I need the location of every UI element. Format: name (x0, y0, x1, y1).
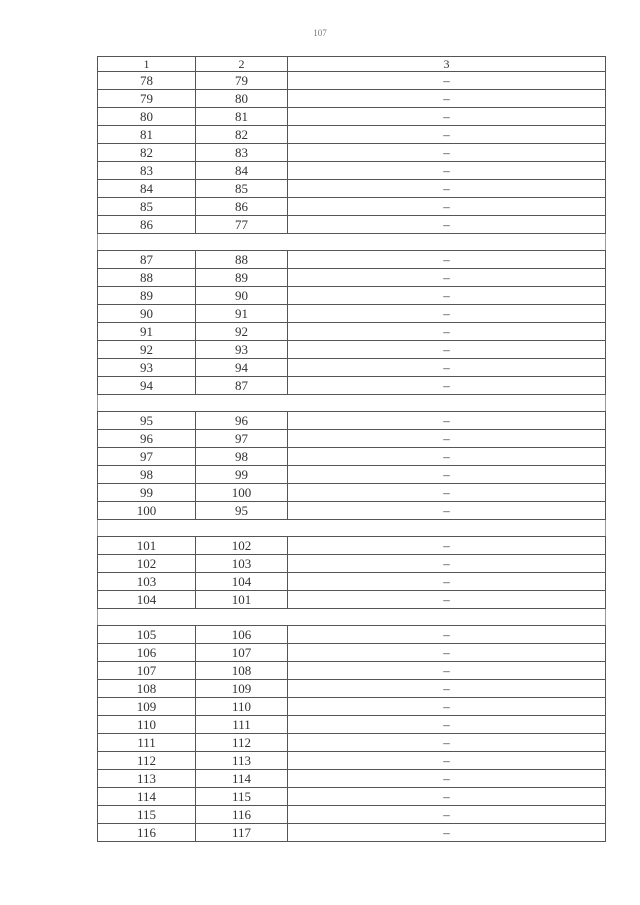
page-number: 107 (313, 28, 327, 38)
table-cell-col3: – (288, 126, 606, 144)
table-cell-col2: 111 (196, 716, 288, 734)
table-cell-col1: 96 (98, 430, 196, 448)
table-cell-col2: 93 (196, 341, 288, 359)
table-cell-col2: 94 (196, 359, 288, 377)
table-cell-col1: 88 (98, 269, 196, 287)
table-cell-col3: – (288, 716, 606, 734)
table-cell-col3: – (288, 305, 606, 323)
table-cell-col2: 103 (196, 555, 288, 573)
table-cell-col2: 99 (196, 466, 288, 484)
table-cell-col3: – (288, 269, 606, 287)
table-cell-col2: 116 (196, 806, 288, 824)
table-cell-col1: 107 (98, 662, 196, 680)
table-cell-col1: 89 (98, 287, 196, 305)
data-table (97, 56, 606, 842)
table-cell-col3: – (288, 502, 606, 520)
table-cell-col3: – (288, 662, 606, 680)
table-row (98, 537, 606, 555)
table-cell-col1: 98 (98, 466, 196, 484)
table-cell-col3: – (288, 430, 606, 448)
table-cell-col3: – (288, 698, 606, 716)
table-row (98, 806, 606, 824)
table-cell-col1: 92 (98, 341, 196, 359)
table-cell-col3: – (288, 108, 606, 126)
table-cell-col2: 117 (196, 824, 288, 842)
table-row (98, 305, 606, 323)
table-row (98, 251, 606, 269)
table-cell-col3: – (288, 770, 606, 788)
table-cell-col3: – (288, 377, 606, 395)
table-cell-col2: 100 (196, 484, 288, 502)
table-cell-col3: – (288, 824, 606, 842)
table-cell-col3: – (288, 162, 606, 180)
table-cell-col2: 87 (196, 377, 288, 395)
group-separator-cell (98, 395, 606, 412)
table-cell-col3: – (288, 626, 606, 644)
table-cell-col1: 100 (98, 502, 196, 520)
table-row (98, 698, 606, 716)
table-row (98, 734, 606, 752)
table-row (98, 484, 606, 502)
table-cell-col3: – (288, 537, 606, 555)
table-row (98, 466, 606, 484)
table-cell-col3: – (288, 555, 606, 573)
table-cell-col3: – (288, 180, 606, 198)
table-cell-col1: 97 (98, 448, 196, 466)
table-cell-col1: 94 (98, 377, 196, 395)
table-cell-col3: – (288, 341, 606, 359)
table-row (98, 377, 606, 395)
table-row (98, 680, 606, 698)
table-cell-col1: 114 (98, 788, 196, 806)
group-separator-cell (98, 609, 606, 626)
table-cell-col1: 110 (98, 716, 196, 734)
table-cell-col2: 81 (196, 108, 288, 126)
table-cell-col2: 107 (196, 644, 288, 662)
table-row (98, 788, 606, 806)
table-row (98, 591, 606, 609)
table-row (98, 90, 606, 108)
table-cell-col2: 95 (196, 502, 288, 520)
table-cell-col1: 93 (98, 359, 196, 377)
table-cell-col2: 90 (196, 287, 288, 305)
table-cell-col2: 97 (196, 430, 288, 448)
table-cell-col3: – (288, 752, 606, 770)
group-separator-cell (98, 234, 606, 251)
table-cell-col3: – (288, 90, 606, 108)
table-cell-col1: 82 (98, 144, 196, 162)
table-row (98, 555, 606, 573)
table-cell-col2: 108 (196, 662, 288, 680)
table-cell-col1: 99 (98, 484, 196, 502)
table-cell-col2: 115 (196, 788, 288, 806)
table-cell-col3: – (288, 644, 606, 662)
table-header-row (98, 57, 606, 72)
table-cell-col1: 103 (98, 573, 196, 591)
table-row (98, 359, 606, 377)
table-cell-col2: 85 (196, 180, 288, 198)
table-row (98, 341, 606, 359)
table-cell-col2: 112 (196, 734, 288, 752)
table-row (98, 573, 606, 591)
table-row (98, 752, 606, 770)
table-cell-col3: – (288, 144, 606, 162)
table-cell-col2: 86 (196, 198, 288, 216)
table-cell-col1: 104 (98, 591, 196, 609)
table-cell-col3: – (288, 72, 606, 90)
table-cell-col1: 109 (98, 698, 196, 716)
table-row (98, 412, 606, 430)
table-row (98, 323, 606, 341)
table-cell-col3: – (288, 448, 606, 466)
table-cell-col3: – (288, 287, 606, 305)
group-separator-row (98, 609, 606, 626)
table-cell-col1: 112 (98, 752, 196, 770)
table-cell-col3: – (288, 198, 606, 216)
table-cell-col3: – (288, 680, 606, 698)
table-cell-col2: 98 (196, 448, 288, 466)
table-cell-col3: – (288, 466, 606, 484)
table-cell-col1: 79 (98, 90, 196, 108)
table-row (98, 269, 606, 287)
table-cell-col1: 95 (98, 412, 196, 430)
table-cell-col1: 101 (98, 537, 196, 555)
table-cell-col1: 80 (98, 108, 196, 126)
table-cell-col1: 86 (98, 216, 196, 234)
table-cell-col1: 115 (98, 806, 196, 824)
table-cell-col2: 89 (196, 269, 288, 287)
table-cell-col1: 111 (98, 734, 196, 752)
table-row (98, 716, 606, 734)
table-cell-col2: 113 (196, 752, 288, 770)
group-separator-row (98, 395, 606, 412)
table-cell-col3: – (288, 788, 606, 806)
table-row (98, 448, 606, 466)
table-row (98, 824, 606, 842)
table-cell-col1: 78 (98, 72, 196, 90)
table-cell-col2: 104 (196, 573, 288, 591)
table-row (98, 180, 606, 198)
table-row (98, 108, 606, 126)
table-cell-col1: 102 (98, 555, 196, 573)
table-cell-col3: – (288, 806, 606, 824)
table-row (98, 216, 606, 234)
table-cell-col2: 102 (196, 537, 288, 555)
table-body (98, 57, 606, 842)
table-cell-col3: – (288, 359, 606, 377)
table-row (98, 662, 606, 680)
table-row (98, 72, 606, 90)
table-cell-col2: 79 (196, 72, 288, 90)
table-row (98, 626, 606, 644)
table-cell-col3: – (288, 573, 606, 591)
table-row (98, 770, 606, 788)
table-row (98, 162, 606, 180)
column-header-3: 3 (288, 57, 606, 72)
table-cell-col3: – (288, 484, 606, 502)
table-cell-col2: 91 (196, 305, 288, 323)
table-cell-col1: 113 (98, 770, 196, 788)
table-cell-col2: 82 (196, 126, 288, 144)
table-cell-col1: 81 (98, 126, 196, 144)
table-cell-col2: 77 (196, 216, 288, 234)
table-cell-col1: 90 (98, 305, 196, 323)
group-separator-cell (98, 520, 606, 537)
group-separator-row (98, 234, 606, 251)
table-cell-col2: 110 (196, 698, 288, 716)
table-cell-col1: 84 (98, 180, 196, 198)
column-header-1: 1 (98, 57, 196, 72)
table-cell-col3: – (288, 216, 606, 234)
table-cell-col1: 91 (98, 323, 196, 341)
table-cell-col1: 83 (98, 162, 196, 180)
table-cell-col2: 80 (196, 90, 288, 108)
column-header-2: 2 (196, 57, 288, 72)
table-cell-col1: 105 (98, 626, 196, 644)
table-cell-col2: 83 (196, 144, 288, 162)
table-cell-col1: 116 (98, 824, 196, 842)
table-cell-col2: 88 (196, 251, 288, 269)
table-row (98, 144, 606, 162)
table-row (98, 502, 606, 520)
table-cell-col2: 114 (196, 770, 288, 788)
table-cell-col3: – (288, 734, 606, 752)
table-row (98, 198, 606, 216)
group-separator-row (98, 520, 606, 537)
table-row (98, 126, 606, 144)
table-cell-col1: 106 (98, 644, 196, 662)
table-row (98, 644, 606, 662)
table-cell-col1: 108 (98, 680, 196, 698)
table-cell-col3: – (288, 412, 606, 430)
table-cell-col3: – (288, 591, 606, 609)
table-cell-col1: 87 (98, 251, 196, 269)
table-row (98, 287, 606, 305)
table-cell-col3: – (288, 251, 606, 269)
table-cell-col2: 96 (196, 412, 288, 430)
table-row (98, 430, 606, 448)
table-cell-col2: 84 (196, 162, 288, 180)
table-cell-col3: – (288, 323, 606, 341)
table-cell-col2: 101 (196, 591, 288, 609)
table-cell-col2: 109 (196, 680, 288, 698)
table-cell-col2: 106 (196, 626, 288, 644)
table-cell-col2: 92 (196, 323, 288, 341)
table-cell-col1: 85 (98, 198, 196, 216)
